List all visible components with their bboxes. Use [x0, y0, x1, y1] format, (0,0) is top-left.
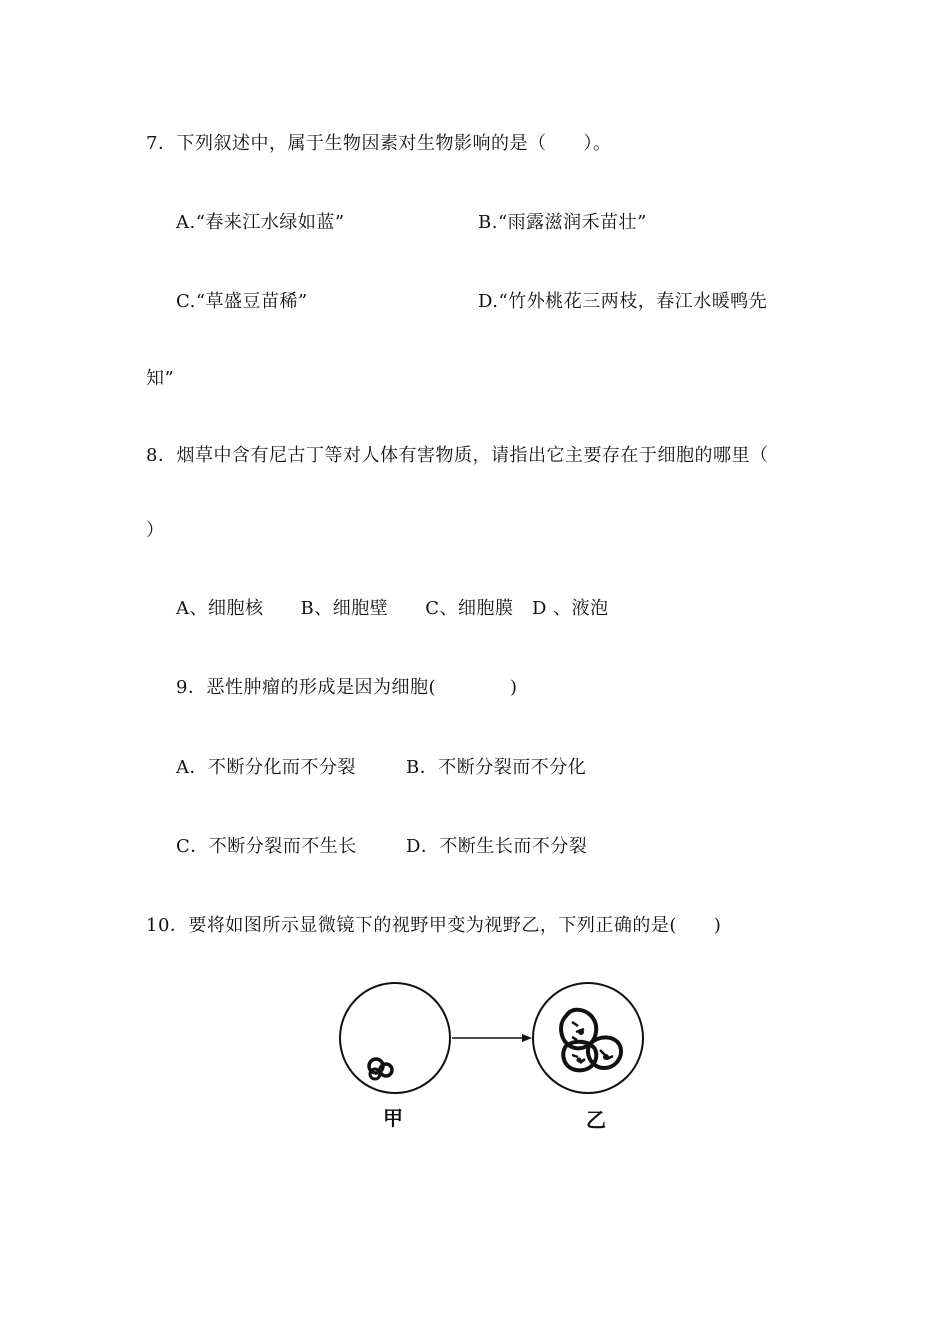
enlarged-cells-yi: [561, 1010, 621, 1071]
q7-option-b: B.“雨露滋润禾苗壮”: [478, 212, 647, 233]
figure-label-jia: 甲: [383, 1106, 403, 1130]
q9-option-d: D．不断生长而不分裂: [406, 836, 588, 857]
q9-option-a: A．不断分化而不分裂: [176, 757, 356, 778]
q8-stem: 8．烟草中含有尼古丁等对人体有害物质，请指出它主要存在于细胞的哪里（: [146, 445, 769, 466]
q10-stem: 10．要将如图所示显微镜下的视野甲变为视野乙，下列正确的是( ): [146, 915, 722, 936]
q7-stem: 7．下列叙述中，属于生物因素对生物影响的是（ ）。: [146, 133, 612, 154]
figure-label-yi: 乙: [586, 1108, 606, 1132]
q8-stem-continued: ）: [146, 520, 165, 541]
field-of-view-yi: [533, 983, 643, 1093]
field-of-view-jia: [340, 983, 450, 1093]
q7-option-a: A.“春来江水绿如蓝”: [176, 212, 345, 233]
q8-options: A、细胞核 B、细胞壁 C、细胞膜 D 、液泡: [176, 598, 609, 619]
arrow-icon: [452, 1034, 532, 1042]
q9-option-b: B．不断分裂而不分化: [406, 757, 587, 778]
q7-option-c: C.“草盛豆苗稀”: [176, 291, 308, 312]
q7-option-d-continued: 知”: [146, 368, 175, 389]
q7-option-d: D.“竹外桃花三两枝，春江水暖鸭先: [478, 291, 768, 312]
q9-stem: 9．恶性肿瘤的形成是因为细胞( ): [176, 677, 518, 698]
small-cells-jia: [369, 1059, 392, 1079]
q9-option-c: C．不断分裂而不生长: [176, 836, 357, 857]
